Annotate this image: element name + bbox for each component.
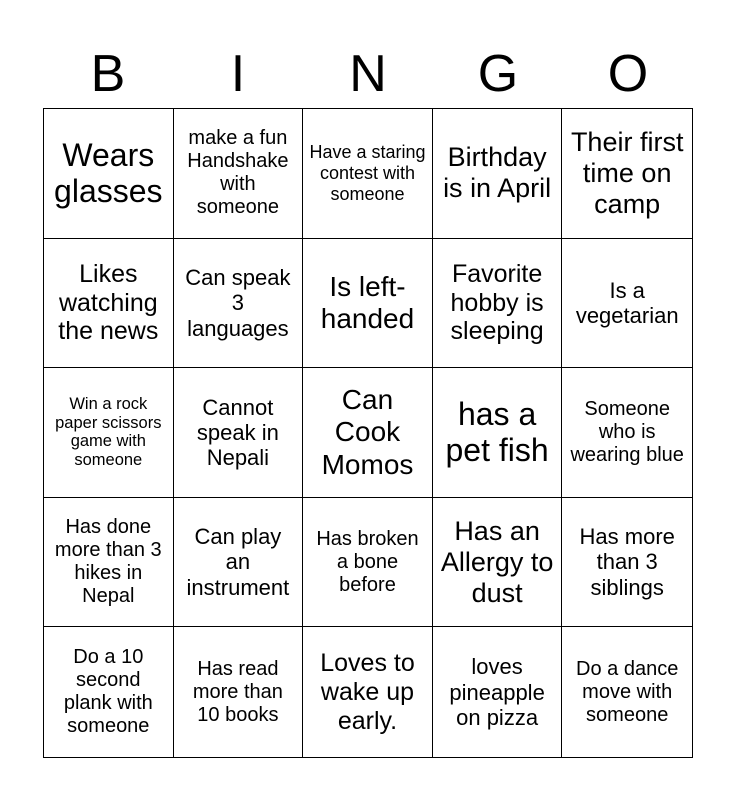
bingo-cell[interactable]	[562, 627, 692, 757]
header-letter-n: N	[349, 45, 387, 103]
bingo-cell[interactable]	[44, 368, 174, 498]
bingo-cell[interactable]	[44, 109, 174, 239]
cell-text: Is a vegetarian	[575, 277, 679, 328]
bingo-cell[interactable]	[433, 627, 563, 757]
bingo-cell[interactable]	[303, 239, 433, 369]
cell-text: Loves to wake up early.	[320, 649, 415, 735]
bingo-cell[interactable]	[303, 498, 433, 628]
bingo-cell[interactable]	[562, 109, 692, 239]
bingo-cell[interactable]	[44, 627, 174, 757]
cell-text: make a fun Handshake with someone	[187, 127, 289, 219]
cell-text: Is left-handed	[320, 270, 415, 334]
bingo-cell[interactable]	[44, 239, 174, 369]
bingo-cell[interactable]	[562, 239, 692, 369]
cell-text: Cannot speak in Nepali	[196, 394, 279, 471]
bingo-cell[interactable]	[174, 627, 304, 757]
cell-text: Win a rock paper scissors game with someone	[55, 394, 162, 470]
cell-text: Do a 10 second plank with someone	[63, 646, 153, 738]
bingo-cell[interactable]	[433, 368, 563, 498]
bingo-cell[interactable]	[303, 627, 433, 757]
bingo-cell[interactable]	[433, 498, 563, 628]
cell-text: Has done more than 3 hikes in Nepal	[54, 516, 162, 608]
header-letter-g: G	[477, 45, 519, 103]
bingo-cell[interactable]	[174, 109, 304, 239]
cell-text: Has more than 3 siblings	[579, 524, 675, 600]
cell-text: Someone who is wearing blue	[570, 397, 684, 466]
header-letter-o: O	[607, 45, 649, 103]
cell-text: loves pineapple on pizza	[449, 654, 545, 730]
cell-text: Have a staring contest with someone	[309, 142, 426, 204]
cell-text: Favorite hobby is sleeping	[450, 259, 544, 346]
cell-text: Likes watching the news	[58, 259, 159, 346]
cell-text: Birthday is in April	[443, 142, 552, 204]
cell-text: Has broken a bone before	[316, 527, 419, 596]
bingo-cell[interactable]	[562, 498, 692, 628]
bingo-cell[interactable]	[174, 368, 304, 498]
bingo-cell[interactable]	[562, 368, 692, 498]
cell-text: Do a dance move with someone	[576, 657, 679, 726]
header-letter-i: I	[230, 45, 246, 103]
bingo-cell[interactable]	[44, 498, 174, 628]
cell-text: Their first time on camp	[570, 126, 684, 219]
cell-text: Can play an instrument	[186, 524, 290, 600]
cell-text: Can Cook Momos	[321, 384, 414, 480]
bingo-cell[interactable]	[174, 239, 304, 369]
cell-text: Has read more than 10 books	[192, 657, 283, 726]
bingo-cell[interactable]	[303, 368, 433, 498]
bingo-cell[interactable]	[433, 109, 563, 239]
cell-text: Can speak 3 languages	[185, 264, 291, 341]
bingo-header	[43, 40, 693, 108]
bingo-cell[interactable]	[303, 109, 433, 239]
bingo-cell[interactable]	[433, 239, 563, 369]
bingo-cell[interactable]	[174, 498, 304, 628]
cell-text: has a pet fish	[445, 395, 549, 469]
header-letter-b: B	[90, 45, 126, 103]
cell-text: Wears glasses	[54, 136, 163, 210]
cell-text: Has an Allergy to dust	[440, 515, 554, 608]
bingo-card-grid	[43, 108, 693, 758]
